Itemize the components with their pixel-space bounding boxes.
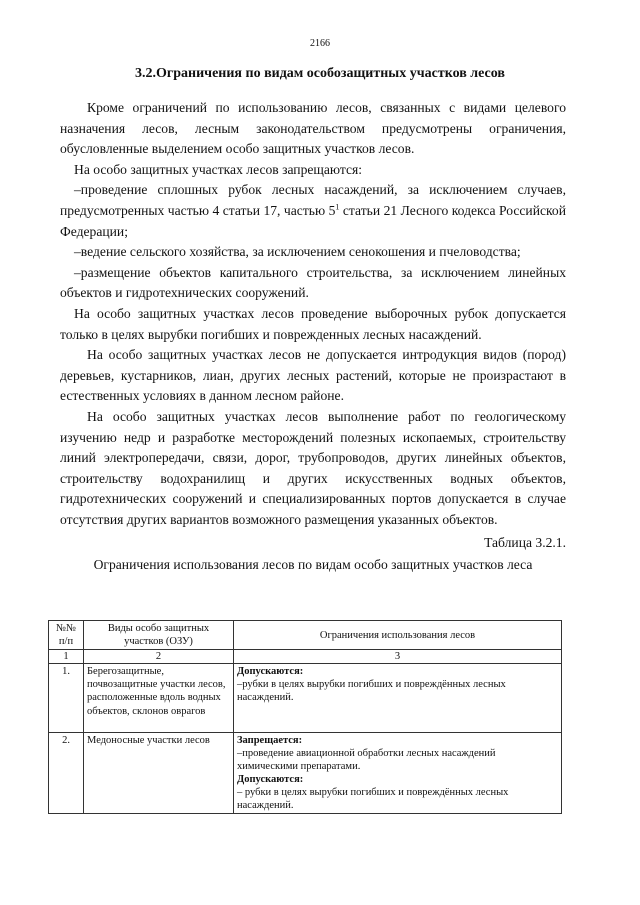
paragraph: На особо защитных участках лесов запрещаются:	[74, 161, 363, 177]
row-number: 1.	[49, 664, 84, 732]
column-number: 1	[49, 650, 84, 664]
paragraph	[60, 180, 566, 242]
row-type: Медоносные участки лесов	[84, 732, 234, 814]
restriction-text: –рубки в целях вырубки погибших и повреждённых лесных насаждений.	[237, 679, 506, 704]
table-header-row	[49, 621, 562, 650]
restriction-text: –проведение авиационной обработки лесных насаждений химическими препаратами.	[237, 747, 496, 772]
row-restrictions	[234, 664, 562, 732]
column-number: 3	[234, 650, 562, 664]
row-type: Берегозащитные, почвозащитные участки лесов, расположенные вдоль водных объектов, склонов оврагов	[84, 664, 234, 732]
restrictions-table	[48, 620, 562, 814]
column-number: 2	[84, 650, 234, 664]
table-row	[49, 732, 562, 814]
column-numbers-row	[49, 650, 562, 664]
body-text	[60, 98, 566, 576]
paragraph: –ведение сельского хозяйства, за исключением сенокошения и пчеловодства;	[74, 244, 521, 260]
paragraph-text: –проведение сплошных рубок лесных насаждений, за исключением случаев, предусмотренных частью 4 статьи 17, частью 5	[60, 182, 566, 218]
superscript: 1	[335, 202, 340, 212]
row-number: 2.	[49, 732, 84, 814]
header-cell-restrictions: Ограничения использования лесов	[234, 621, 562, 650]
paragraph: На особо защитных участках лесов выполнение работ по геологическому изучению недр и разработке месторождений полезных ископаемых, строительству линий электропередачи, связи, дорог, трубопроводов, других линейных объектов, строительству водохранилищ и других искусственных водных объектов, гидротехнических сооружений и специализированных портов допускается в случае отсутствия других вариантов возможного размещения указанных объектов.	[60, 408, 566, 527]
restriction-heading: Допускаются:	[237, 774, 304, 786]
restriction-heading: Запрещается:	[237, 734, 303, 746]
paragraph: –размещение объектов капитального строительства, за исключением линейных объектов и гидротехнических сооружений.	[60, 264, 566, 301]
header-cell-number: №№ п/п	[49, 621, 84, 650]
paragraph: Кроме ограничений по использованию лесов, связанных с видами целевого назначения лесов, лесным законодательством предусмотрены ограничения, обусловленные выделением особо защитных участков лесов.	[60, 100, 566, 157]
section-heading: 3.2.Ограничения по видам особозащитных участков лесов	[135, 66, 505, 81]
table-label: Таблица 3.2.1.	[484, 535, 566, 551]
table-row	[49, 664, 562, 732]
table-title: Ограничения использования лесов по видам особо защитных участков леса	[93, 557, 533, 573]
paragraph: На особо защитных участках лесов проведение выборочных рубок допускается только в целях вырубки погибших и поврежденных лесных насаждений.	[60, 305, 566, 342]
paragraph-text: статьи 21 Лесного кодекса Российской Федерации;	[60, 202, 566, 239]
spacer	[237, 705, 558, 718]
spacer	[237, 718, 558, 731]
restriction-heading: Допускаются:	[237, 666, 304, 678]
restriction-text: – рубки в целях вырубки погибших и повреждённых лесных насаждений.	[237, 787, 509, 812]
header-cell-type: Виды особо защитных участков (ОЗУ)	[84, 621, 234, 650]
page-number: 2166	[310, 38, 330, 49]
row-restrictions	[234, 732, 562, 814]
paragraph: На особо защитных участках лесов не допускается интродукция видов (пород) деревьев, кустарников, лиан, других лесных растений, которые не произрастают в естественных условиях в данном лесном районе.	[60, 347, 566, 404]
